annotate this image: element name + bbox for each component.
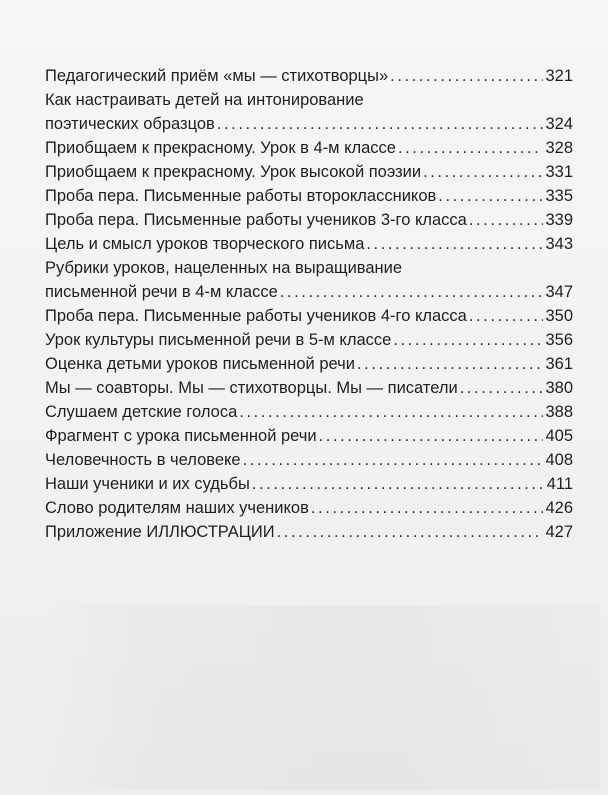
dot-leader bbox=[243, 448, 544, 472]
dot-leader bbox=[393, 328, 543, 352]
dot-leader bbox=[239, 400, 543, 424]
toc-entry bbox=[45, 352, 573, 376]
toc-entry-title: Педагогический приём «мы — стихотворцы» bbox=[45, 67, 389, 85]
toc-entry bbox=[45, 136, 573, 160]
print-bleed-shadow bbox=[40, 605, 600, 790]
toc-entry-title: Фрагмент с урока письменной речи bbox=[45, 427, 317, 445]
toc-entry bbox=[45, 88, 573, 136]
toc-entry bbox=[45, 328, 573, 352]
toc-entry-page: 380 bbox=[545, 379, 573, 397]
toc-entry-title: Проба пера. Письменные работы учеников 3-го класса bbox=[45, 211, 467, 229]
dot-leader bbox=[252, 472, 545, 496]
toc-entry-page: 328 bbox=[545, 139, 573, 157]
toc-entry-title: Мы — соавторы. Мы — стихотворцы. Мы — писатели bbox=[45, 379, 458, 397]
toc-entry-page: 388 bbox=[545, 403, 573, 421]
toc-entry bbox=[45, 208, 573, 232]
toc-entry bbox=[45, 520, 573, 544]
toc-entry-page: 427 bbox=[545, 523, 573, 541]
dot-leader bbox=[217, 112, 544, 136]
toc-entry bbox=[45, 256, 573, 304]
toc-entry-title: Слово родителям наших учеников bbox=[45, 499, 309, 517]
toc-entry-title: поэтических образцов bbox=[45, 115, 215, 133]
toc-entry-page: 321 bbox=[545, 67, 573, 85]
dot-leader bbox=[357, 352, 543, 376]
toc-entry-page: 411 bbox=[546, 475, 573, 493]
toc-entry-title: Человечность в человеке bbox=[45, 451, 241, 469]
dot-leader bbox=[423, 160, 543, 184]
toc-entry bbox=[45, 496, 573, 520]
toc-entry bbox=[45, 376, 573, 400]
dot-leader bbox=[469, 304, 544, 328]
toc-entry-title-line1: Как настраивать детей на интонирование bbox=[45, 91, 364, 109]
table-of-contents bbox=[45, 64, 573, 544]
toc-entry-page: 405 bbox=[545, 427, 573, 445]
toc-entry bbox=[45, 232, 573, 256]
toc-entry bbox=[45, 448, 573, 472]
dot-leader bbox=[277, 520, 544, 544]
toc-entry-title: Цель и смысл уроков творческого письма bbox=[45, 235, 365, 253]
dot-leader bbox=[438, 184, 543, 208]
toc-entry-page: 335 bbox=[545, 187, 573, 205]
toc-entry-title: Приобщаем к прекрасному. Урок высокой поэзии bbox=[45, 163, 422, 181]
toc-entry bbox=[45, 184, 573, 208]
dot-leader bbox=[460, 376, 544, 400]
toc-entry-title: Проба пера. Письменные работы второклассников bbox=[45, 187, 437, 205]
toc-entry-title: Оценка детьми уроков письменной речи bbox=[45, 355, 355, 373]
dot-leader bbox=[469, 208, 544, 232]
toc-entry bbox=[45, 160, 573, 184]
toc-entry-title: Слушаем детские голоса bbox=[45, 403, 238, 421]
toc-entry-title: Наши ученики и их судьбы bbox=[45, 475, 250, 493]
toc-entry-page: 356 bbox=[545, 331, 573, 349]
toc-entry-page: 350 bbox=[545, 307, 573, 325]
toc-entry bbox=[45, 424, 573, 448]
toc-entry-page: 331 bbox=[545, 163, 573, 181]
toc-entry-page: 408 bbox=[545, 451, 573, 469]
toc-entry-title-line1: Рубрики уроков, нацеленных на выращивание bbox=[45, 259, 403, 277]
toc-entry-page: 339 bbox=[545, 211, 573, 229]
toc-entry-title: Урок культуры письменной речи в 5-м классе bbox=[45, 331, 392, 349]
toc-entry-title: письменной речи в 4-м классе bbox=[45, 283, 278, 301]
toc-entry-title: Приобщаем к прекрасному. Урок в 4-м классе bbox=[45, 139, 396, 157]
dot-leader bbox=[366, 232, 543, 256]
toc-entry-page: 343 bbox=[545, 235, 573, 253]
toc-entry-page: 324 bbox=[545, 115, 573, 133]
dot-leader bbox=[280, 280, 544, 304]
toc-entry-page: 426 bbox=[545, 499, 573, 517]
dot-leader bbox=[311, 496, 544, 520]
toc-entry-page: 347 bbox=[545, 283, 573, 301]
toc-entry bbox=[45, 64, 573, 88]
toc-entry-page: 361 bbox=[545, 355, 573, 373]
toc-entry bbox=[45, 304, 573, 328]
dot-leader bbox=[319, 424, 544, 448]
dot-leader bbox=[398, 136, 544, 160]
toc-entry bbox=[45, 472, 573, 496]
toc-entry bbox=[45, 400, 573, 424]
dot-leader bbox=[390, 64, 543, 88]
toc-entry-title: Проба пера. Письменные работы учеников 4-го класса bbox=[45, 307, 467, 325]
toc-entry-title: Приложение ИЛЛЮСТРАЦИИ bbox=[45, 523, 275, 541]
